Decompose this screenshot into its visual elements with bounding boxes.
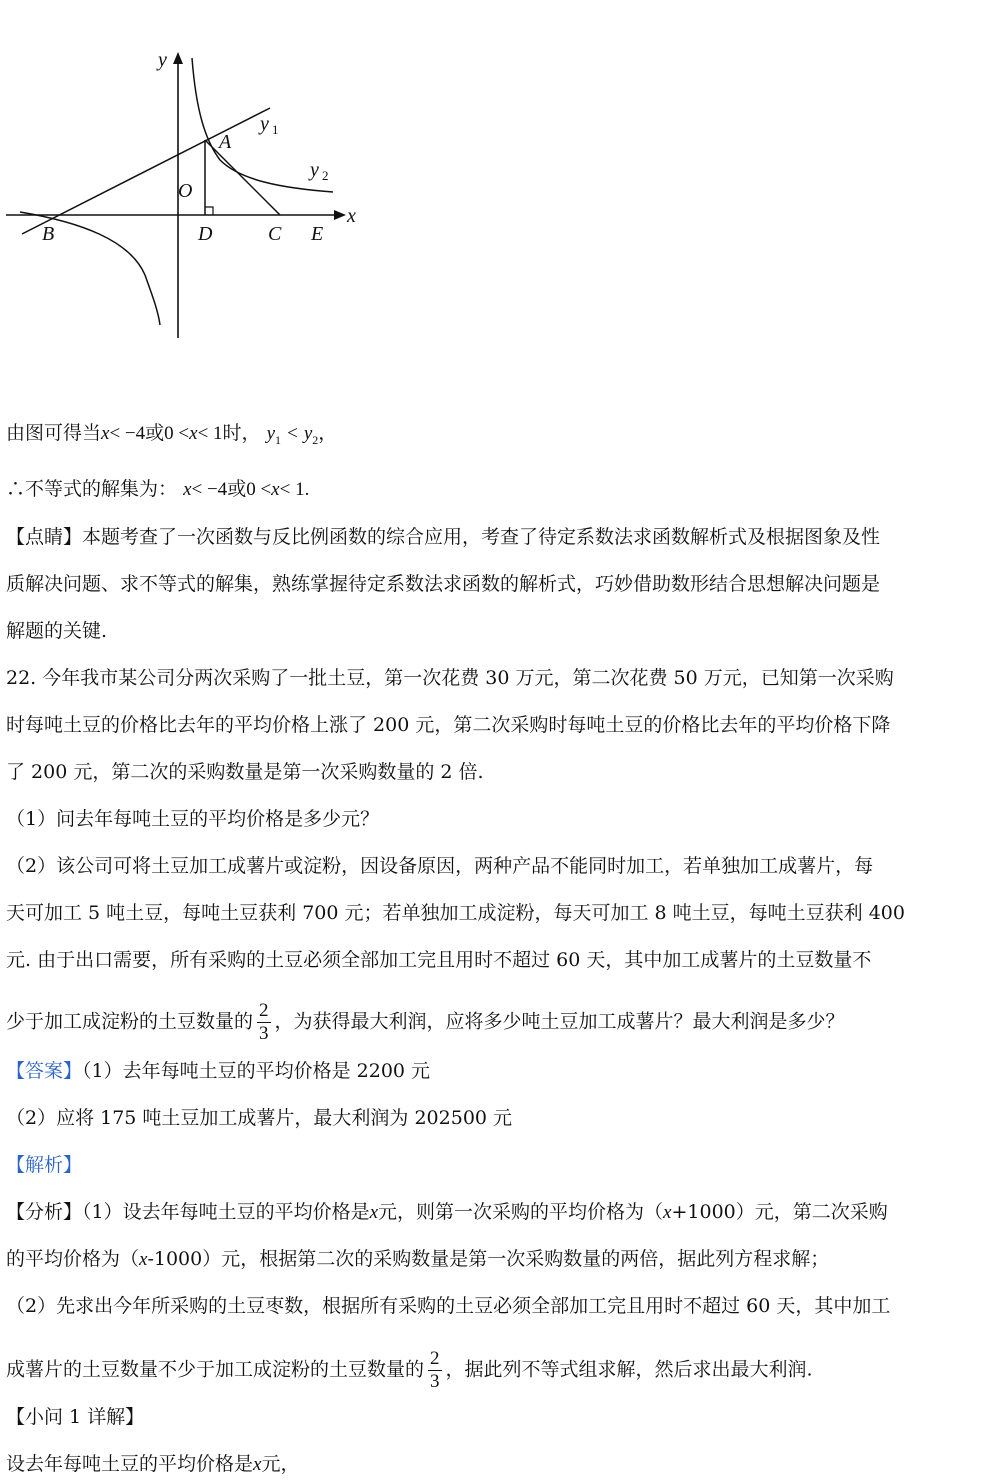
- text-run: +1000）元，第二次采购: [671, 1201, 888, 1223]
- right-angle-mark: [205, 207, 213, 215]
- y-axis-arrow: [173, 52, 183, 64]
- label-B: B: [42, 223, 55, 245]
- ineq: 0 <: [164, 423, 190, 444]
- question-2-line-4: [6, 1000, 845, 1045]
- line-solution-range: [6, 420, 337, 453]
- fraction-two-thirds: [257, 1000, 271, 1045]
- var-x: x: [369, 1202, 379, 1223]
- text-run: 或: [227, 478, 247, 500]
- text-run: 元，则第一次采购的平均价格为（: [378, 1201, 664, 1223]
- label-y2: y: [310, 159, 319, 181]
- text-run: ∴不等式的解集为：: [6, 478, 178, 500]
- var-x: x: [271, 479, 280, 500]
- var-x: x: [189, 423, 198, 444]
- x-axis-arrow: [334, 210, 346, 220]
- analysis-line-2: [6, 1246, 829, 1273]
- label-y1-sub: 1: [272, 122, 279, 137]
- var-y: y: [303, 423, 313, 444]
- text-run: 时，: [222, 422, 261, 444]
- comment-line-3: 解题的关键.: [6, 620, 108, 642]
- text-run: -1000）元，根据第二次的采购数量是第一次采购数量的两倍，据此列方程求解；: [147, 1248, 830, 1270]
- question-1: （1）问去年每吨土豆的平均价格是多少元？: [6, 808, 380, 830]
- label-x: x: [347, 205, 356, 227]
- label-O: O: [178, 180, 193, 202]
- text-run: 元，: [261, 1453, 300, 1475]
- label-D: D: [198, 223, 213, 245]
- line-AC: [205, 140, 280, 215]
- problem-line-3: 了 200 元，第二次的采购数量是第一次采购数量的 2 倍.: [6, 761, 484, 783]
- fraction-denominator: 3: [430, 1371, 440, 1392]
- text-run: 由图可得当: [6, 422, 102, 444]
- var-x: x: [101, 423, 110, 444]
- text-run: 或: [145, 422, 165, 444]
- fraction-numerator: 2: [259, 1000, 269, 1021]
- fraction-numerator: 2: [430, 1348, 440, 1369]
- ineq: <: [287, 423, 298, 444]
- detail-line-1: [6, 1451, 299, 1478]
- text-run: 设去年每吨土豆的平均价格是: [6, 1453, 254, 1475]
- text-run: ，为获得最大利润，应将多少吨土豆加工成薯片？最大利润是多少？: [274, 1010, 845, 1033]
- ineq: 0 <: [246, 479, 272, 500]
- answer-line-1: [6, 1058, 430, 1084]
- comment-line-2: 质解决问题、求不等式的解集，熟练掌握待定系数法求函数的解析式，巧妙借助数形结合思想解决问题是: [6, 573, 881, 595]
- label-C: C: [268, 223, 282, 245]
- analysis-line-3: （2）先求出今年所采购的土豆枣数，根据所有采购的土豆必须全部加工完且用时不超过 60 天，其中加工: [6, 1295, 891, 1317]
- comment-line-1: 【点睛】本题考查了一次函数与反比例函数的综合应用，考查了待定系数法求函数解析式及根据图象及性: [6, 526, 881, 548]
- text-run: 少于加工成淀粉的土豆数量的: [6, 1010, 254, 1033]
- answer-tag: 【答案】: [6, 1060, 83, 1082]
- ineq: < 1: [197, 423, 223, 444]
- function-graph: [0, 40, 380, 340]
- analysis-line-1: [6, 1199, 888, 1226]
- analysis-line-4: [6, 1348, 813, 1393]
- detail-heading: 【小问 1 详解】: [6, 1406, 145, 1428]
- ineq: < −4: [109, 423, 146, 444]
- var-x: x: [663, 1202, 672, 1223]
- line-solution-set: [6, 476, 309, 503]
- problem-line-1: 22. 今年我市某公司分两次采购了一批土豆，第一次花费 30 万元，第二次花费 50 万元，已知第一次采购: [6, 667, 894, 689]
- subscript: 2: [312, 433, 319, 447]
- label-y1: y: [260, 113, 269, 135]
- hyperbola-left-branch: [20, 212, 160, 325]
- text-run: ，据此列不等式组求解，然后求出最大利润.: [445, 1358, 813, 1381]
- text-run: 成薯片的土豆数量不少于加工成淀粉的土豆数量的: [6, 1358, 425, 1381]
- var-y: y: [266, 423, 276, 444]
- var-x: x: [253, 1454, 262, 1475]
- var-x: x: [139, 1249, 148, 1270]
- problem-line-2: 时每吨土豆的价格比去年的平均价格上涨了 200 元，第二次采购时每吨土豆的价格比去年的平均价格下降: [6, 714, 891, 736]
- text-run: 【分析】（1）设去年每吨土豆的平均价格是: [6, 1201, 370, 1223]
- fraction-denominator: 3: [259, 1023, 269, 1044]
- var-x: x: [183, 479, 192, 500]
- question-2-line-3: 元. 由于出口需要，所有采购的土豆必须全部加工完且用时不超过 60 天，其中加工成薯片的土豆数量不: [6, 949, 872, 971]
- question-2-line-1: （2）该公司可将土豆加工成薯片或淀粉，因设备原因，两种产品不能同时加工，若单独加工成薯片，每: [6, 855, 874, 877]
- label-y2-sub: 2: [322, 168, 329, 183]
- analysis-heading: [6, 1152, 82, 1178]
- label-A: A: [219, 131, 232, 153]
- fraction-two-thirds: [428, 1348, 442, 1393]
- label-E: E: [311, 223, 324, 245]
- text-run: （1）去年每吨土豆的平均价格是 2200 元: [82, 1060, 431, 1082]
- analysis-tag: 【解析】: [6, 1154, 83, 1176]
- ineq: < 1: [279, 479, 305, 500]
- period: .: [304, 479, 310, 500]
- label-y: y: [158, 49, 167, 71]
- subscript: 1: [275, 433, 282, 447]
- question-2-line-2: 天可加工 5 吨土豆，每吨土豆获利 700 元；若单独加工成淀粉，每天可加工 8 吨土豆，每吨土豆获利 400: [6, 902, 905, 924]
- text-run: 的平均价格为（: [6, 1248, 140, 1270]
- answer-line-2: （2）应将 175 吨土豆加工成薯片，最大利润为 202500 元: [6, 1107, 513, 1129]
- ineq: < −4: [191, 479, 228, 500]
- text-run: ，: [318, 422, 338, 444]
